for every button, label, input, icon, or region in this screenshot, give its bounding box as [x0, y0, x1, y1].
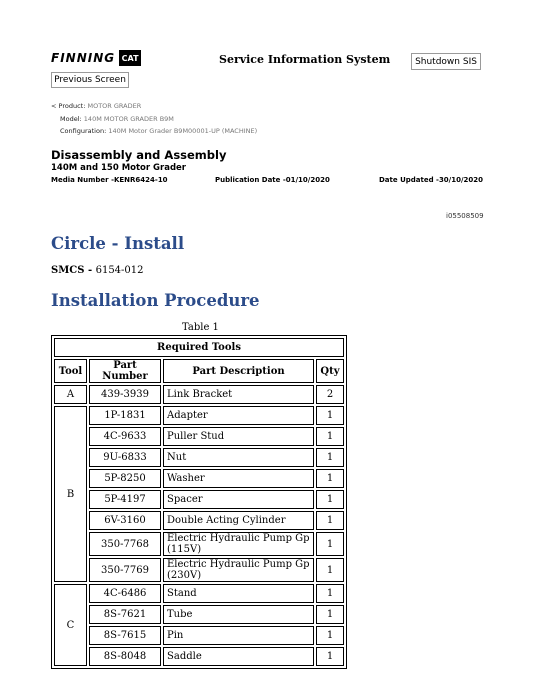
- qty-cell: 1: [316, 558, 344, 582]
- tool-cell: A: [54, 385, 87, 404]
- shutdown-sis-button[interactable]: Shutdown SIS: [411, 53, 481, 70]
- table-row: [54, 532, 344, 556]
- date-updated: Date Updated -30/10/2020: [379, 176, 484, 184]
- table-row: [54, 558, 344, 582]
- document-title: Disassembly and Assembly: [51, 148, 227, 162]
- qty-cell: 1: [316, 406, 344, 425]
- qty-cell: 1: [316, 490, 344, 509]
- part-number-cell: 439-3939: [89, 385, 161, 404]
- part-description-cell: Stand: [163, 584, 314, 603]
- system-title: Service Information System: [219, 53, 391, 66]
- part-number-cell: 350-7769: [89, 558, 161, 582]
- table-row: [54, 427, 344, 446]
- model-row: [60, 115, 174, 123]
- table-row: [54, 511, 344, 530]
- table-caption: Table 1: [182, 322, 219, 333]
- configuration-label: Configuration:: [60, 127, 107, 135]
- previous-screen-button[interactable]: Previous Screen: [51, 72, 129, 88]
- product-label: Product:: [58, 102, 86, 110]
- part-number-cell: 8S-8048: [89, 647, 161, 666]
- table-row: [54, 469, 344, 488]
- required-tools-table: [51, 335, 347, 669]
- part-description-cell: Saddle: [163, 647, 314, 666]
- part-number-cell: 6V-3160: [89, 511, 161, 530]
- configuration-value: 140M Motor Grader B9M00001-UP (MACHINE): [108, 127, 258, 135]
- qty-cell: 1: [316, 511, 344, 530]
- table-title-row: [54, 338, 344, 357]
- part-description-cell: Double Acting Cylinder: [163, 511, 314, 530]
- table-title: Required Tools: [54, 338, 344, 357]
- table-row: [54, 605, 344, 624]
- table-row: [54, 490, 344, 509]
- page-heading: Circle - Install: [51, 234, 185, 253]
- product-row: [51, 102, 141, 110]
- table-row: [54, 385, 344, 404]
- qty-cell: 1: [316, 647, 344, 666]
- back-chevron-icon[interactable]: <: [51, 102, 57, 110]
- cat-logo-badge: CAT: [119, 50, 141, 66]
- part-number-cell: 350-7768: [89, 532, 161, 556]
- part-description-cell: Tube: [163, 605, 314, 624]
- media-number: Media Number -KENR6424-10: [51, 176, 168, 184]
- table-row: [54, 647, 344, 666]
- part-description-cell: Puller Stud: [163, 427, 314, 446]
- column-header-part-number: Part Number: [89, 359, 161, 383]
- procedure-heading: Installation Procedure: [51, 291, 260, 310]
- table-row: [54, 448, 344, 467]
- table-row: [54, 406, 344, 425]
- finning-cat-logo: [51, 50, 141, 66]
- document-id: i05508509: [446, 212, 484, 220]
- part-description-cell: Adapter: [163, 406, 314, 425]
- publication-date: Publication Date -01/10/2020: [215, 176, 330, 184]
- table-row: [54, 584, 344, 603]
- column-header-qty: Qty: [316, 359, 344, 383]
- qty-cell: 1: [316, 626, 344, 645]
- part-number-cell: 5P-4197: [89, 490, 161, 509]
- part-number-cell: 4C-6486: [89, 584, 161, 603]
- part-number-cell: 9U-6833: [89, 448, 161, 467]
- model-label: Model:: [60, 115, 82, 123]
- product-link[interactable]: MOTOR GRADER: [87, 102, 142, 110]
- part-number-cell: 1P-1831: [89, 406, 161, 425]
- part-description-cell: Pin: [163, 626, 314, 645]
- qty-cell: 1: [316, 605, 344, 624]
- part-description-cell: Link Bracket: [163, 385, 314, 404]
- qty-cell: 1: [316, 427, 344, 446]
- configuration-row: [60, 127, 257, 135]
- tool-cell: B: [54, 406, 87, 582]
- qty-cell: 1: [316, 584, 344, 603]
- part-description-cell: Electric Hydraulic Pump Gp (115V): [163, 532, 314, 556]
- column-header-tool: Tool: [54, 359, 87, 383]
- part-description-cell: Nut: [163, 448, 314, 467]
- table-row: [54, 626, 344, 645]
- logo-text: FINNING: [51, 51, 116, 65]
- model-value: 140M MOTOR GRADER B9M: [83, 115, 174, 123]
- smcs-value: 6154-012: [95, 265, 144, 276]
- part-number-cell: 8S-7621: [89, 605, 161, 624]
- column-header-part-description: Part Description: [163, 359, 314, 383]
- qty-cell: 1: [316, 469, 344, 488]
- smcs-label: SMCS -: [51, 265, 96, 276]
- qty-cell: 2: [316, 385, 344, 404]
- smcs-code: [51, 265, 144, 276]
- part-description-cell: Washer: [163, 469, 314, 488]
- part-description-cell: Spacer: [163, 490, 314, 509]
- table-body: [54, 385, 344, 666]
- part-number-cell: 8S-7615: [89, 626, 161, 645]
- part-number-cell: 4C-9633: [89, 427, 161, 446]
- part-number-cell: 5P-8250: [89, 469, 161, 488]
- table-header-row: [54, 359, 344, 383]
- qty-cell: 1: [316, 448, 344, 467]
- part-description-cell: Electric Hydraulic Pump Gp (230V): [163, 558, 314, 582]
- document-subtitle: 140M and 150 Motor Grader: [51, 163, 186, 173]
- tool-cell: C: [54, 584, 87, 666]
- qty-cell: 1: [316, 532, 344, 556]
